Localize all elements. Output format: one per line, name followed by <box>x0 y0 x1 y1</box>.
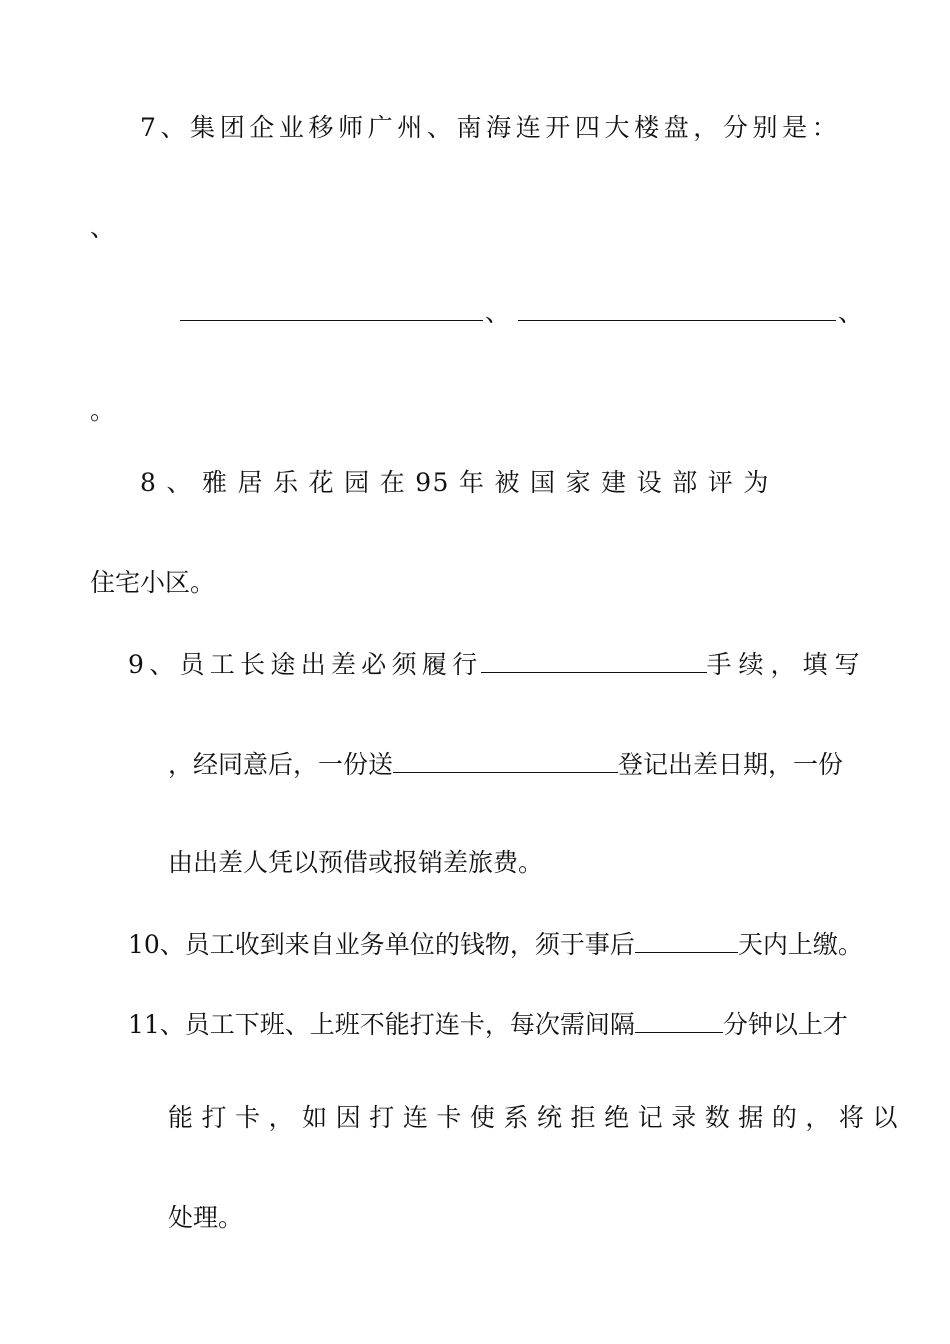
q7-text: 7、集团企业移师广州、南海连开四大楼盘，分别是： <box>140 113 842 142</box>
q7-period: 。 <box>90 396 116 425</box>
q9-line1 <box>128 648 867 680</box>
q7-separator-2: 、 <box>838 298 864 327</box>
q7-separator-1: 、 <box>485 298 511 327</box>
q11-line2 <box>168 1103 898 1133</box>
q11-line1 <box>128 1008 848 1040</box>
q9-line2 <box>168 748 843 780</box>
q7-line2 <box>90 213 115 243</box>
q11-text-c: 能 打 卡 ， 如 因 打 连 卡 使 系 统 拒 绝 记 录 数 据 的 ， 将 以 <box>168 1103 898 1132</box>
q7-line4 <box>90 396 115 426</box>
q7-separator: 、 <box>90 213 116 242</box>
q10-text-b: 天内上缴。 <box>737 930 863 959</box>
q8-text-cont: 住宅小区。 <box>90 568 216 597</box>
q9-text-a: 9、员工长途出差必须履行 <box>128 650 483 679</box>
q7-line1 <box>140 113 841 143</box>
q9-blank-1[interactable] <box>481 648 707 673</box>
q11-blank[interactable] <box>635 1008 723 1033</box>
q9-text-b: 手续，填写 <box>706 650 867 679</box>
q11-text-d: 处理。 <box>168 1203 244 1232</box>
q7-blank-2[interactable] <box>518 296 836 321</box>
q7-line3 <box>180 296 863 328</box>
q10-blank[interactable] <box>635 928 738 953</box>
q8-text: 8 、 雅 居 乐 花 园 在 95 年 被 国 家 建 设 部 评 为 <box>140 468 770 497</box>
q10-line1 <box>128 928 863 960</box>
q8-line1 <box>140 468 770 498</box>
q10-text-a: 10、员工收到来自业务单位的钱物，须于事后 <box>128 930 635 959</box>
q7-blank-1[interactable] <box>180 296 483 321</box>
q8-line2 <box>90 568 215 598</box>
q9-text-e: 由出差人凭以预借或报销差旅费。 <box>168 848 544 877</box>
q9-text-c: ，经同意后，一份送 <box>168 750 394 779</box>
q9-text-d: 登记出差日期，一份 <box>618 750 844 779</box>
q9-blank-2[interactable] <box>393 748 618 773</box>
q11-line3 <box>168 1203 243 1233</box>
q9-line3 <box>168 848 543 878</box>
q11-text-a: 11、员工下班、上班不能打连卡，每次需间隔 <box>128 1010 635 1039</box>
q11-text-b: 分钟以上才 <box>722 1010 848 1039</box>
